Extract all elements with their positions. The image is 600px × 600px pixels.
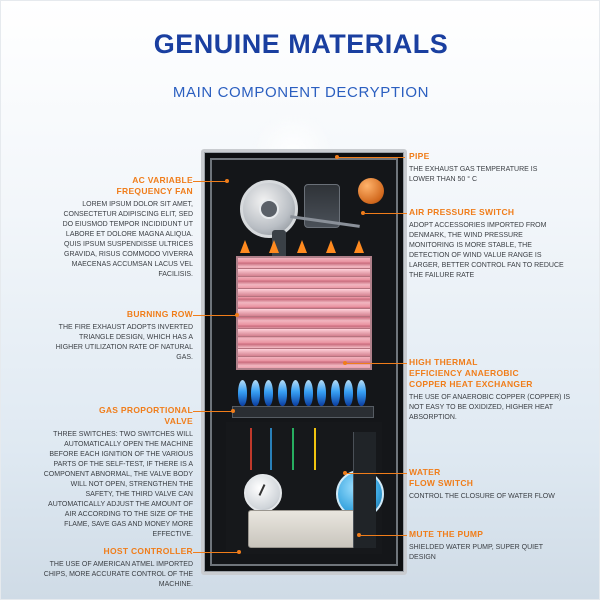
leader-dot-air-pressure-switch [361, 211, 365, 215]
callout-heading: GAS PROPORTIONAL VALVE [98, 405, 193, 426]
page-title: GENUINE MATERIALS [153, 29, 449, 59]
leader-line-heat-exchanger [345, 363, 407, 364]
leader-dot-gas-valve [231, 409, 235, 413]
callout-body: SHIELDED WATER PUMP, SUPER QUIET DESIGN [409, 544, 543, 561]
callout-heading: HOST CONTROLLER [103, 546, 193, 556]
page-subtitle: MAIN COMPONENT DECRYPTION [172, 84, 430, 101]
callout-heading: MUTE THE PUMP [409, 529, 484, 539]
callout-water-flow-switch [409, 467, 559, 502]
leader-dot-host-controller [237, 550, 241, 554]
leader-line-gas-valve [193, 411, 233, 412]
callout-body: THE USE OF ANAEROBIC COPPER (COPPER) IS NOT EASY TO BE OXIDIZED, HIGHER HEAT ABSORPTION. [409, 394, 571, 421]
callout-heading: AIR PRESSURE SWITCH [409, 207, 515, 217]
callout-body: THE USE OF AMERICAN ATMEL IMPORTED CHIPS, MORE ACCURATE CONTROL OF THE MACHINE. [43, 561, 193, 588]
leader-dot-pipe [335, 155, 339, 159]
leader-dot-ac-fan [225, 179, 229, 183]
callout-burning-row [53, 309, 193, 363]
callout-mute-the-pump [409, 529, 559, 563]
leader-line-ac-fan [193, 181, 227, 182]
host-controller-component [248, 510, 368, 548]
leader-line-pipe [337, 157, 405, 158]
fan-component [240, 180, 298, 238]
callout-host-controller [41, 546, 193, 590]
callout-heading: WATER FLOW SWITCH [409, 467, 474, 488]
air-pressure-switch-component [358, 178, 384, 204]
callout-body: LOREM IPSUM DOLOR SIT AMET, CONSECTETUR ADIPISCING ELIT, SED DO EIUSMOD TEMPOR INCIDIDUNT UT LABORE ET DOLORE MAGNA ALIQUA. QUIS IPSUM SUSPENDISSE ULTRICES GRAVIDA, RISUS COMMODO VIVERRA MAECENAS ACCUMSAN LACUS VEL FACILISIS. [62, 201, 193, 278]
leader-line-mute-pump [359, 535, 407, 536]
callout-body: THE FIRE EXHAUST ADOPTS INVERTED TRIANGLE DESIGN, WHICH HAS A HIGHER UTILIZATION RATE OF NATURAL GAS. [55, 324, 193, 361]
leader-line-water-flow-switch [345, 473, 407, 474]
callout-ac-variable-frequency-fan [53, 175, 193, 280]
boiler-inner-frame [210, 158, 398, 566]
burning-row-component [232, 406, 374, 418]
callout-heading: PIPE [409, 151, 430, 161]
callout-gas-proportional-valve [41, 405, 193, 540]
callout-body: THREE SWITCHES: TWO SWITCHES WILL AUTOMATICALLY OPEN THE MACHINE BEFORE EACH IGNITION OF THE VARIOUS PARTS OF THE SELF-TEST, IF THERE IS A COMPONENT ABNORMAL, THE VALVE BODY WILL NOT OPEN, STRENGTHEN THE SAFETY, THE THIRD VALVE CAN AUTOMATICALLY ADJUST THE AMOUNT OF AIR ACCORDING TO THE SIZE OF THE FLAME, SAVE GAS AND MONEY MORE EFFECTIVE. [43, 431, 193, 538]
burner-arrow-row [240, 240, 364, 254]
burner-flames [238, 372, 366, 406]
callout-body: ADOPT ACCESSORIES IMPORTED FROM DENMARK, THE WIND PRESSURE MONITORING IS MORE STABLE, THE DETECTION OF WIND VALUE RANGE IS LARGER, BETTER CONTROL FAN TO REDUCE THE FAILURE RATE [409, 222, 564, 279]
leader-dot-heat-exchanger [343, 361, 347, 365]
callout-body: CONTROL THE CLOSURE OF WATER FLOW [409, 493, 555, 500]
leader-line-host-controller [193, 552, 239, 553]
callout-body: THE EXHAUST GAS TEMPERATURE IS LOWER THAN 50 ° C [409, 166, 538, 183]
callout-heading: AC VARIABLE FREQUENCY FAN [116, 175, 193, 196]
side-panel [353, 432, 376, 548]
callout-air-pressure-switch [409, 207, 569, 281]
leader-line-burning-row [193, 315, 237, 316]
water-flow-switch-component [244, 474, 282, 512]
callout-heat-exchanger [409, 357, 574, 423]
callout-pipe [409, 151, 559, 185]
leader-dot-mute-pump [357, 533, 361, 537]
leader-dot-water-flow-switch [343, 471, 347, 475]
leader-line-air-pressure-switch [365, 213, 407, 214]
callout-heading: BURNING ROW [126, 309, 193, 319]
callout-heading: HIGH THERMAL EFFICIENCY ANAEROBIC COPPER HEAT EXCHANGER [409, 357, 533, 389]
heat-exchanger-component [236, 256, 372, 370]
leader-dot-burning-row [235, 313, 239, 317]
